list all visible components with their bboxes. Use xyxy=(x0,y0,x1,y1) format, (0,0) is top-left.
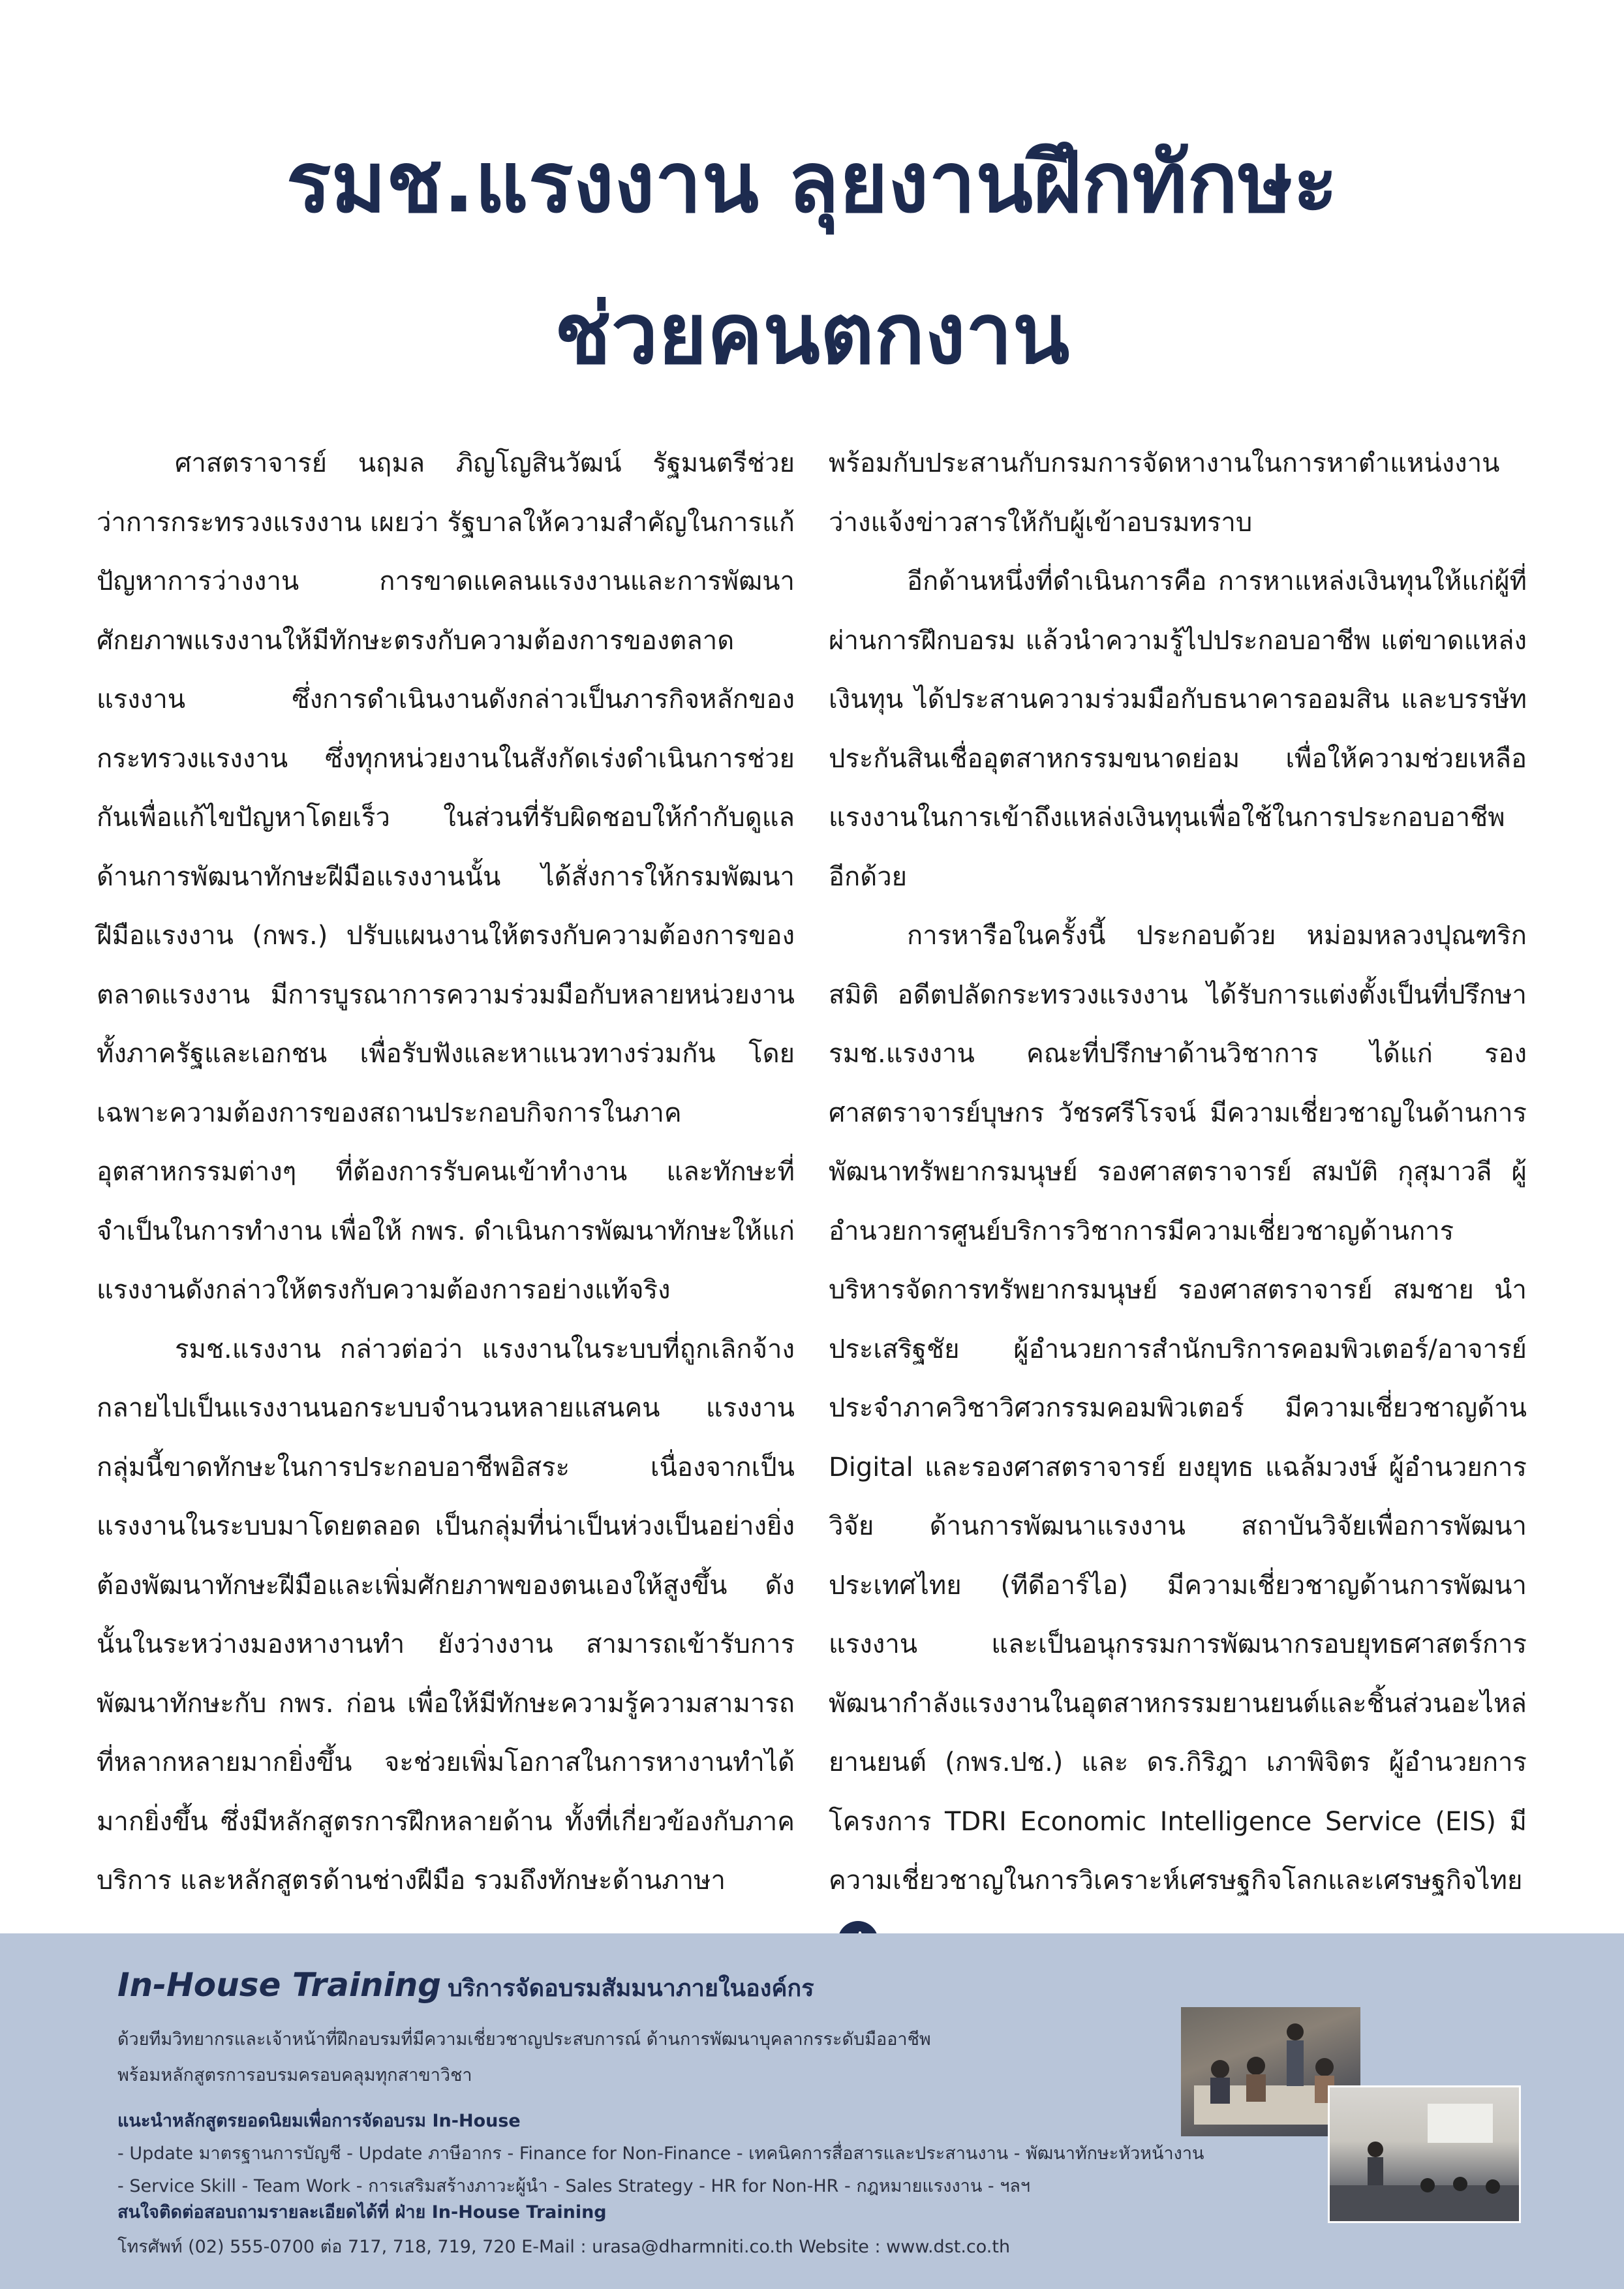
ad-heading xyxy=(117,1966,814,2006)
in-house-training-ad xyxy=(0,1933,1624,2289)
ad-course-list: - Update มาตรฐานการบัญชี - Update ภาษีอากร - Finance for Non-Finance - เทคนิคการสื่อสารและประสานงาน - พัฒนาทักษะหัวหน้างาน xyxy=(117,2143,1204,2164)
paragraph: พร้อมกับประสานกับกรมการจัดหางานในการหาตำแหน่งงานว่างแจ้งข่าวสารให้กับผู้เข้าอบรมทราบ xyxy=(829,448,1500,538)
ad-contact-heading: สนใจติดต่อสอบถามรายละเอียดได้ที่ ฝ่าย In-House Training xyxy=(117,2202,607,2222)
ad-course-list: - Service Skill - Team Work - การเสริมสร้างภาวะผู้นำ - Sales Strategy - HR for Non-HR - กฎหมายแรงงาน - ฯลฯ xyxy=(117,2176,1031,2196)
title-line-2: ช่วยคนตกงาน xyxy=(554,286,1070,383)
article-right-column xyxy=(829,434,1527,1969)
ad-description: พร้อมหลักสูตรการอบรมครอบคลุมทุกสาขาวิชา xyxy=(117,2065,472,2085)
ad-subtitle: บริการจัดอบรมสัมมนาภายในองค์กร xyxy=(448,1975,814,2002)
paragraph: รมช.แรงงาน กล่าวต่อว่า แรงงานในระบบที่ถูกเลิกจ้างกลายไปเป็นแรงงานนอกระบบจำนวนหลายแสนคน แรงงานกลุ่มนี้ขาดทักษะในการประกอบอาชีพอิสระ เนื่องจากเป็นแรงงานในระบบมาโดยตลอด เป็นกลุ่มที่น่าเป็นห่วงเป็นอย่างยิ่ง ต้องพัฒนาทักษะฝีมือและเพิ่มศักยภาพของตนเองให้สูงขึ้น ดังนั้นในระหว่างมองหางานทำ ยังว่างงาน สามารถเข้ารับการพัฒนาทักษะกับ กพร. ก่อน เพื่อให้มีทักษะความรู้ความสามารถที่หลากหลายมากยิ่งขึ้น จะช่วยเพิ่มโอกาสในการหางานทำได้มากยิ่งขึ้น ซึ่งมีหลักสูตรการฝึกหลายด้าน ทั้งที่เกี่ยวข้องกับภาคบริการ และหลักสูตรด้านช่างฝีมือ รวมถึงทักษะด้านภาษา xyxy=(97,1334,795,1896)
ad-courses-heading: แนะนำหลักสูตรยอดนิยมเพื่อการจัดอบรม In-House xyxy=(117,2111,521,2131)
paragraph: อีกด้านหนึ่งที่ดำเนินการคือ การหาแหล่งเงินทุนให้แก่ผู้ที่ผ่านการฝึกบอรม แล้วนำความรู้ไปประกอบอาชีพ แต่ขาดแหล่งเงินทุน ได้ประสานความร่วมมือกับธนาคารออมสิน และบรรษัทประกันสินเชื่ออุตสาหกรรมขนาดย่อม เพื่อให้ความช่วยเหลือแรงงานในการเข้าถึงแหล่งเงินทุนเพื่อใช้ในการประกอบอาชีพอีกด้วย xyxy=(829,566,1527,892)
paragraph xyxy=(829,906,1527,1969)
training-photo xyxy=(1328,2085,1521,2223)
paragraph: ศาสตราจารย์ นฤมล ภิญโญสินวัฒน์ รัฐมนตรีช่วยว่าการกระทรวงแรงงาน เผยว่า รัฐบาลให้ความสำคัญในการแก้ปัญหาการว่างงาน การขาดแคลนแรงงานและการพัฒนาศักยภาพแรงงานให้มีทักษะตรงกับความต้องการของตลาดแรงงาน ซึ่งการดำเนินงานดังกล่าวเป็นภารกิจหลักของกระทรวงแรงงาน ซึ่งทุกหน่วยงานในสังกัดเร่งดำเนินการช่วยกันเพื่อแก้ไขปัญหาโดยเร็ว ในส่วนที่รับผิดชอบให้กำกับดูแลด้านการพัฒนาทักษะฝีมือแรงงานนั้น ได้สั่งการให้กรมพัฒนาฝีมือแรงงาน (กพร.) ปรับแผนงานให้ตรงกับความต้องการของตลาดแรงงาน มีการบูรณาการความร่วมมือกับหลายหน่วยงาน ทั้งภาครัฐและเอกชน เพื่อรับฟังและหาแนวทางร่วมกัน โดยเฉพาะความต้องการของสถานประกอบกิจการในภาคอุตสาหกรรมต่างๆ ที่ต้องการรับคนเข้าทำงาน และทักษะที่จำเป็นในการทำงาน เพื่อให้ กพร. ดำเนินการพัฒนาทักษะให้แก่แรงงานดังกล่าวให้ตรงกับความต้องการอย่างแท้จริง xyxy=(97,448,795,1305)
ad-brand: In-House Training xyxy=(117,1966,442,2004)
ad-description: ด้วยทีมวิทยากรและเจ้าหน้าที่ฝึกอบรมที่มีความเชี่ยวชาญประสบการณ์ ด้านการพัฒนาบุคลากรระดับมืออาชีพ xyxy=(117,2029,931,2050)
article-title xyxy=(0,108,1624,410)
paragraph-text: การหารือในครั้งนี้ ประกอบด้วย หม่อมหลวงปุณฑริก สมิติ อดีตปลัดกระทรวงแรงงาน ได้รับการแต่งตั้งเป็นที่ปรึกษา รมช.แรงงาน คณะที่ปรึกษาด้านวิชาการ ได้แก่ รองศาสตราจารย์บุษกร วัชรศรีโรจน์ มีความเชี่ยวชาญในด้านการพัฒนาทรัพยากรมนุษย์ รองศาสตราจารย์ สมบัติ กุสุมาวลี ผู้อำนวยการศูนย์บริการวิชาการมีความเชี่ยวชาญด้านการบริหารจัดการทรัพยากรมนุษย์ รองศาสตราจารย์ สมชาย นำประเสริฐชัย ผู้อำนวยการสำนักบริการคอมพิวเตอร์/อาจารย์ประจำภาควิชาวิศวกรรมคอมพิวเตอร์ มีความเชี่ยวชาญด้าน Digital และรองศาสตราจารย์ ยงยุทธ แฉล้มวงษ์ ผู้อำนวยการวิจัย ด้านการพัฒนาแรงงาน สถาบันวิจัยเพื่อการพัฒนาประเทศไทย (ทีดีอาร์ไอ) มีความเชี่ยวชาญด้านการพัฒนาแรงงาน และเป็นอนุกรรมการพัฒนากรอบยุทธศาสตร์การพัฒนากำลังแรงงานในอุตสาหกรรมยานยนต์และชิ้นส่วนอะไหล่ยานยนต์ (กพร.ปช.) และ ดร.กิริฎา เภาพิจิตร ผู้อำนวยการโครงการ TDRI Economic Intelligence Service (EIS) มีความเชี่ยวชาญในการวิเคราะห์เศรษฐกิจโลกและเศรษฐกิจไทย xyxy=(829,921,1527,1896)
article-left-column xyxy=(97,434,795,1911)
ad-contact-line: โทรศัพท์ (02) 555-0700 ต่อ 717, 718, 719, 720 E-Mail : urasa@dharmniti.co.th Website : www.dst.co.th xyxy=(117,2237,1011,2257)
title-line-1: รมช.แรงงาน ลุยงานฝึกทักษะ xyxy=(286,134,1338,232)
